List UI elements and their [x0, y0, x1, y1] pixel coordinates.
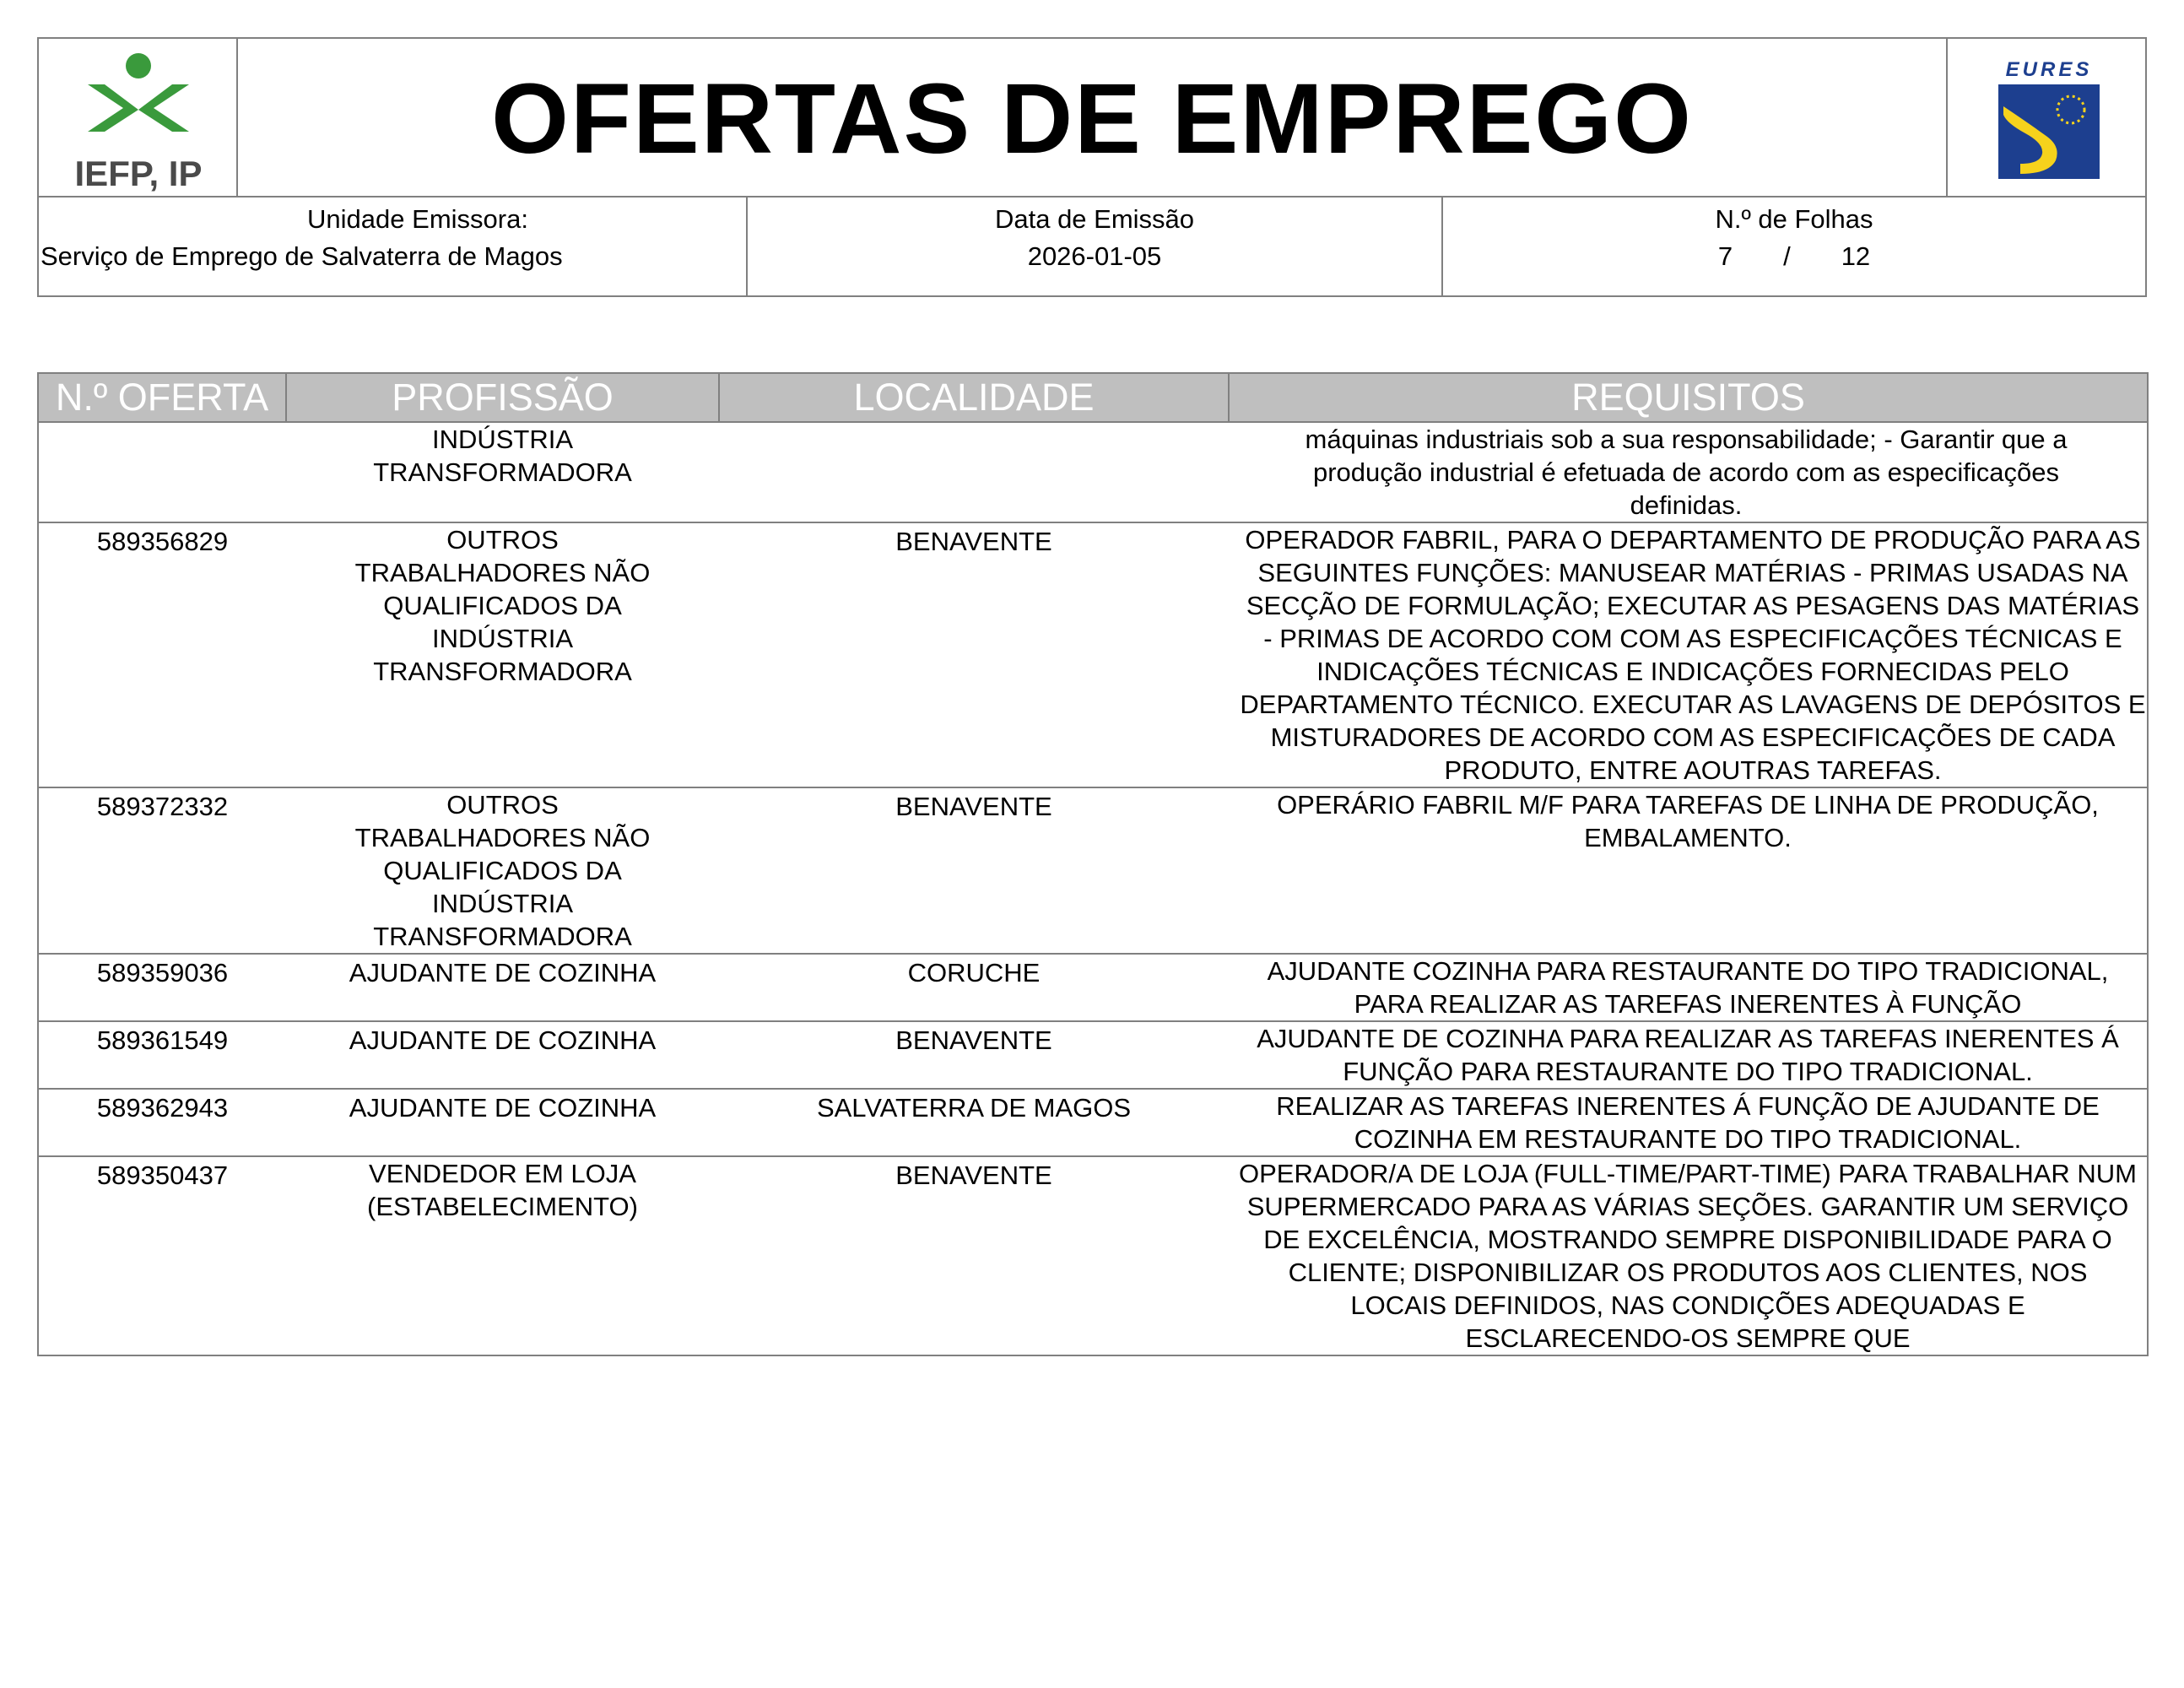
cell-profissao: AJUDANTE DE COZINHA: [286, 1089, 719, 1156]
cell-requisitos: AJUDANTE COZINHA PARA RESTAURANTE DO TIPO TRADICIONAL, PARA REALIZAR AS TAREFAS INERENTES À FUNÇÃO: [1229, 954, 2148, 1021]
data-emissao-cell: [748, 197, 1443, 295]
cell-profissao: OUTROS TRABALHADORES NÃO QUALIFICADOS DA INDÚSTRIA TRANSFORMADORA: [286, 787, 719, 954]
table-row: [38, 1156, 2148, 1355]
table-row: [38, 1021, 2148, 1089]
cell-profissao: INDÚSTRIA TRANSFORMADORA: [286, 422, 719, 522]
column-header-localidade: LOCALIDADE: [719, 373, 1229, 422]
cell-profissao: AJUDANTE DE COZINHA: [286, 954, 719, 1021]
numero-folhas-value: [1718, 238, 1870, 275]
eures-logo: [1946, 39, 2145, 196]
job-offers-table: [37, 372, 2149, 1356]
data-emissao-value: 2026-01-05: [1027, 241, 1162, 271]
unidade-emissora-value: Serviço de Emprego de Salvaterra de Magos: [41, 241, 563, 271]
table-row: [38, 422, 2148, 522]
table-row: [38, 787, 2148, 954]
cell-requisitos: REALIZAR AS TAREFAS INERENTES Á FUNÇÃO DE AJUDANTE DE COZINHA EM RESTAURANTE DO TIPO TRADICIONAL.: [1229, 1089, 2148, 1156]
cell-requisitos: máquinas industriais sob a sua responsabilidade; - Garantir que a produção industrial é efetuada de acordo com as especificações definidas.: [1229, 422, 2148, 522]
header-title-row: [37, 37, 2147, 197]
folha-atual: 7: [1717, 241, 1733, 271]
header-meta-row: [37, 197, 2147, 297]
cell-profissao: VENDEDOR EM LOJA (ESTABELECIMENTO): [286, 1156, 719, 1355]
cell-oferta: [38, 422, 286, 522]
column-header-requisitos: REQUISITOS: [1229, 373, 2148, 422]
document-header: [37, 37, 2147, 297]
cell-localidade: [719, 422, 1229, 522]
cell-profissao: AJUDANTE DE COZINHA: [286, 1021, 719, 1089]
cell-requisitos: OPERADOR FABRIL, PARA O DEPARTAMENTO DE PRODUÇÃO PARA AS SEGUINTES FUNÇÕES: MANUSEAR MATÉRIAS - PRIMAS USADAS NA SECÇÃO DE FORMULAÇÃO; EXECUTAR AS PESAGENS DAS MATÉRIAS - PRIMAS DE ACORDO COM COM AS ESPECIFICAÇÕES TÉCNICAS E INDICAÇÕES TÉCNICAS E INDICAÇÕES FORNECIDAS PELO DEPARTAMENTO TÉCNICO. EXECUTAR AS LAVAGENS DE DEPÓSITOS E MISTURADORES DE ACORDO COM AS ESPECIFICAÇÕES DE CADA PRODUTO, ENTRE AOUTRAS TAREFAS.: [1229, 522, 2148, 787]
cell-oferta: 589361549: [38, 1021, 286, 1089]
cell-profissao: OUTROS TRABALHADORES NÃO QUALIFICADOS DA INDÚSTRIA TRANSFORMADORA: [286, 522, 719, 787]
column-header-oferta: N.º OFERTA: [38, 373, 286, 422]
cell-localidade: BENAVENTE: [719, 787, 1229, 954]
table-row: [38, 522, 2148, 787]
cell-localidade: BENAVENTE: [719, 1156, 1229, 1355]
cell-localidade: BENAVENTE: [719, 522, 1229, 787]
cell-oferta: 589372332: [38, 787, 286, 954]
folhas-total: 12: [1841, 241, 1871, 271]
cell-localidade: BENAVENTE: [719, 1021, 1229, 1089]
data-emissao-label: Data de Emissão: [994, 204, 1195, 234]
cell-oferta: 589350437: [38, 1156, 286, 1355]
cell-localidade: SALVATERRA DE MAGOS: [719, 1089, 1229, 1156]
cell-oferta: 589362943: [38, 1089, 286, 1156]
table-header-row: [38, 373, 2148, 422]
eures-logo-text: EURES: [2005, 58, 2093, 81]
cell-localidade: CORUCHE: [719, 954, 1229, 1021]
cell-oferta: 589359036: [38, 954, 286, 1021]
unidade-emissora-cell: [39, 197, 748, 295]
unidade-emissora-label: Unidade Emissora:: [307, 204, 528, 234]
folhas-separator: /: [1783, 241, 1791, 271]
cell-requisitos: OPERÁRIO FABRIL M/F PARA TAREFAS DE LINHA DE PRODUÇÃO, EMBALAMENTO.: [1229, 787, 2148, 954]
table-row: [38, 1089, 2148, 1156]
page-title: OFERTAS DE EMPREGO: [491, 63, 1693, 175]
cell-requisitos: AJUDANTE DE COZINHA PARA REALIZAR AS TAREFAS INERENTES Á FUNÇÃO PARA RESTAURANTE DO TIPO TRADICIONAL.: [1229, 1021, 2148, 1089]
cell-oferta: 589356829: [38, 522, 286, 787]
cell-requisitos: OPERADOR/A DE LOJA (FULL-TIME/PART-TIME) PARA TRABALHAR NUM SUPERMERCADO PARA AS VÁRIAS SEÇÕES. GARANTIR UM SERVIÇO DE EXCELÊNCIA, MOSTRANDO SEMPRE DISPONIBILIDADE PARA O CLIENTE; DISPONIBILIZAR OS PRODUTOS AOS CLIENTES, NOS LOCAIS DEFINIDOS, NAS CONDIÇÕES ADEQUADAS E ESCLARECENDO-OS SEMPRE QUE: [1229, 1156, 2148, 1355]
iefp-logo-text: IEFP, IP: [74, 154, 203, 193]
table-row: [38, 954, 2148, 1021]
column-header-profissao: PROFISSÃO: [286, 373, 719, 422]
numero-folhas-cell: [1443, 197, 2145, 295]
iefp-logo: [39, 39, 238, 196]
numero-folhas-label: N.º de Folhas: [1715, 204, 1873, 234]
title-box: [238, 39, 1946, 196]
